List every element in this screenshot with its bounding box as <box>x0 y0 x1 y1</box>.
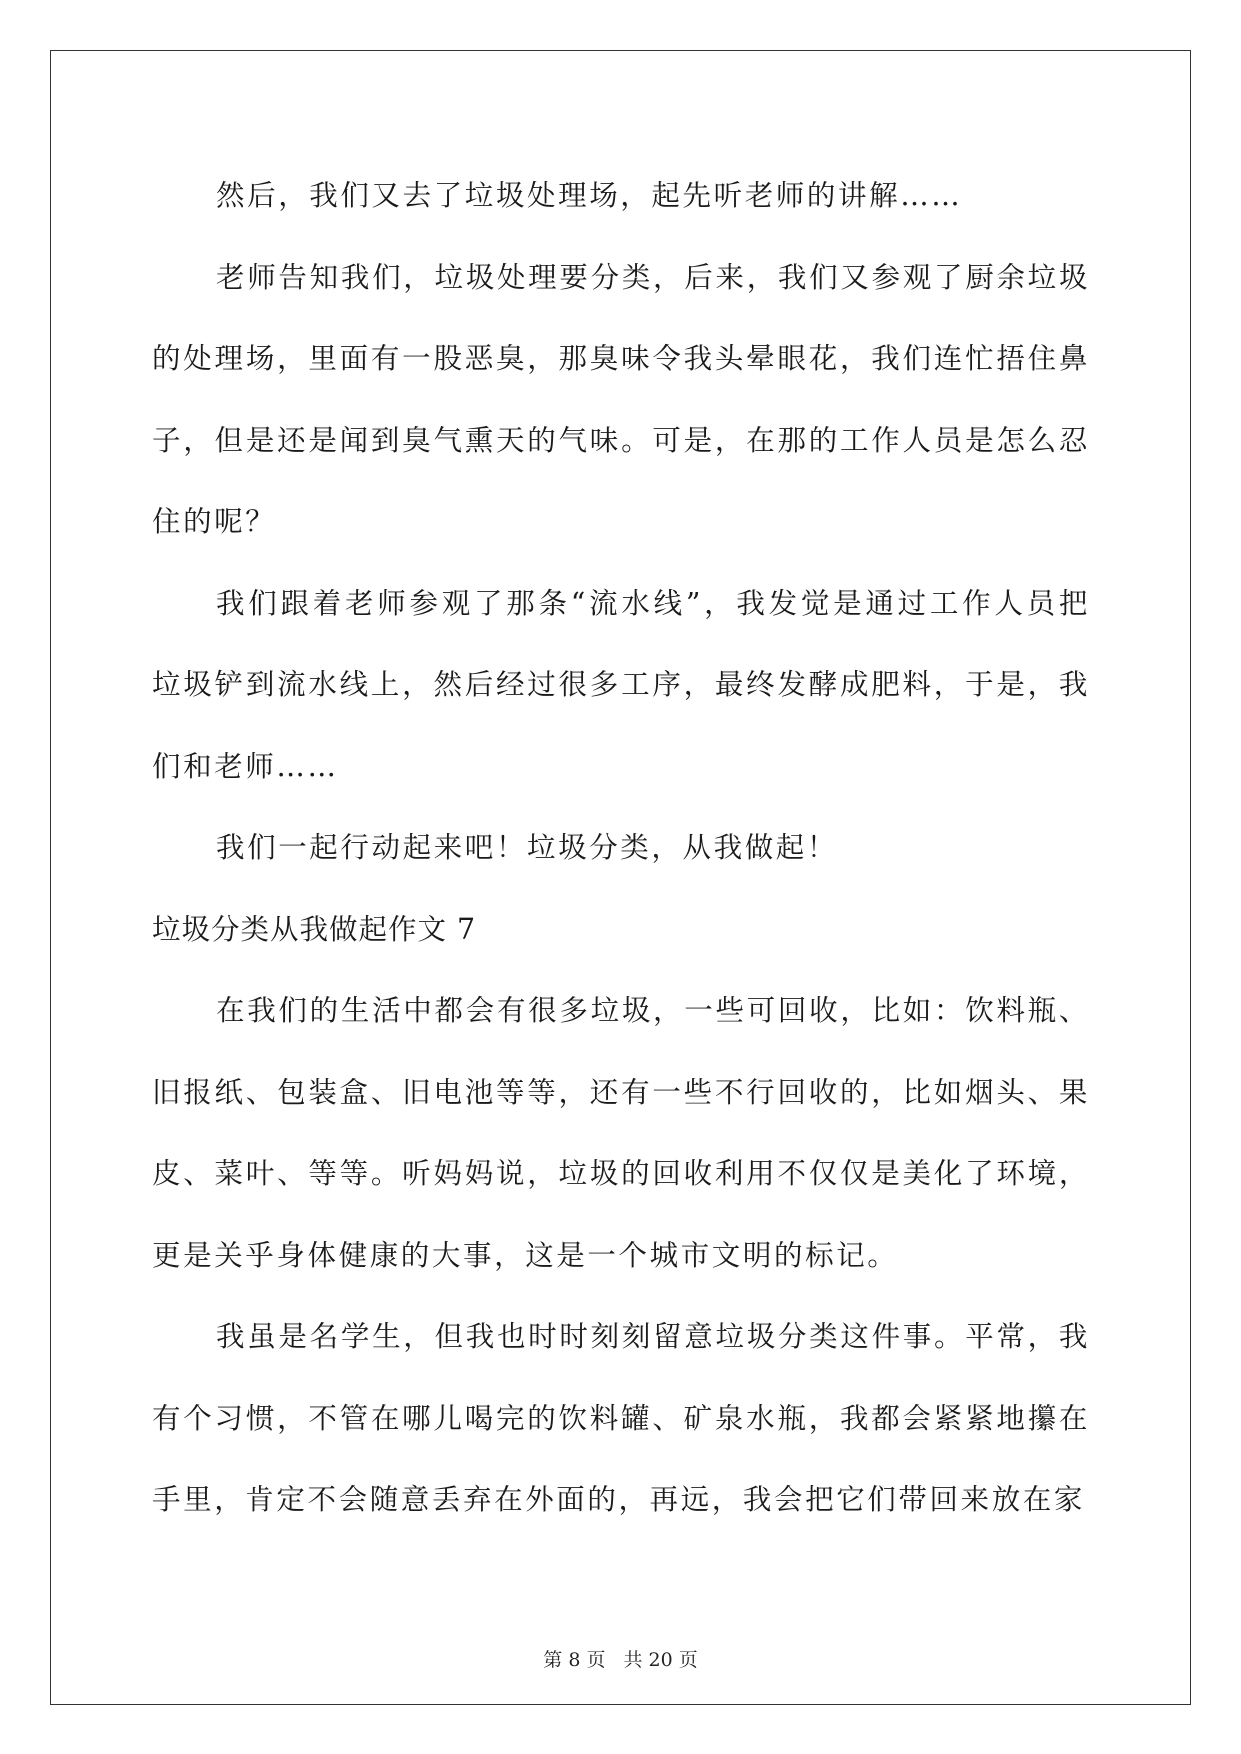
section-heading: 垃圾分类从我做起作文 7 <box>152 912 477 946</box>
paragraph-3: 我们跟着老师参观了那条“流水线”，我发觉是通过工作人员把垃圾铲到流水线上，然后经过很多工序，最终发酵成肥料，于是，我们和老师…… <box>152 586 1090 783</box>
page-number: 第 8 页 <box>543 1649 606 1671</box>
page-footer <box>0 1645 1241 1672</box>
paragraph-6: 我虽是名学生，但我也时时刻刻留意垃圾分类这件事。平常，我有个习惯，不管在哪儿喝完的饮料罐、矿泉水瓶，我都会紧紧地攥在手里，肯定不会随意丢弃在外面的，再远，我会把它们带回来放在家 <box>152 1320 1090 1516</box>
document-body <box>152 155 1090 1541</box>
paragraph-2: 老师告知我们，垃圾处理要分类，后来，我们又参观了厨余垃圾的处理场，里面有一股恶臭，那臭味令我头晕眼花，我们连忙捂住鼻子，但是还是闻到臭气熏天的气味。可是，在那的工作人员是怎么忍住的呢？ <box>152 260 1090 538</box>
paragraph-1: 然后，我们又去了垃圾处理场，起先听老师的讲解…… <box>216 179 963 212</box>
paragraph-4: 我们一起行动起来吧！垃圾分类，从我做起！ <box>216 831 839 864</box>
paragraph-5: 在我们的生活中都会有很多垃圾，一些可回收，比如：饮料瓶、旧报纸、包装盒、旧电池等等，还有一些不行回收的，比如烟头、果皮、菜叶、等等。听妈妈说，垃圾的回收利用不仅仅是美化了环境，更是关乎身体健康的大事，这是一个城市文明的标记。 <box>152 994 1090 1272</box>
page-total: 共 20 页 <box>623 1649 698 1671</box>
